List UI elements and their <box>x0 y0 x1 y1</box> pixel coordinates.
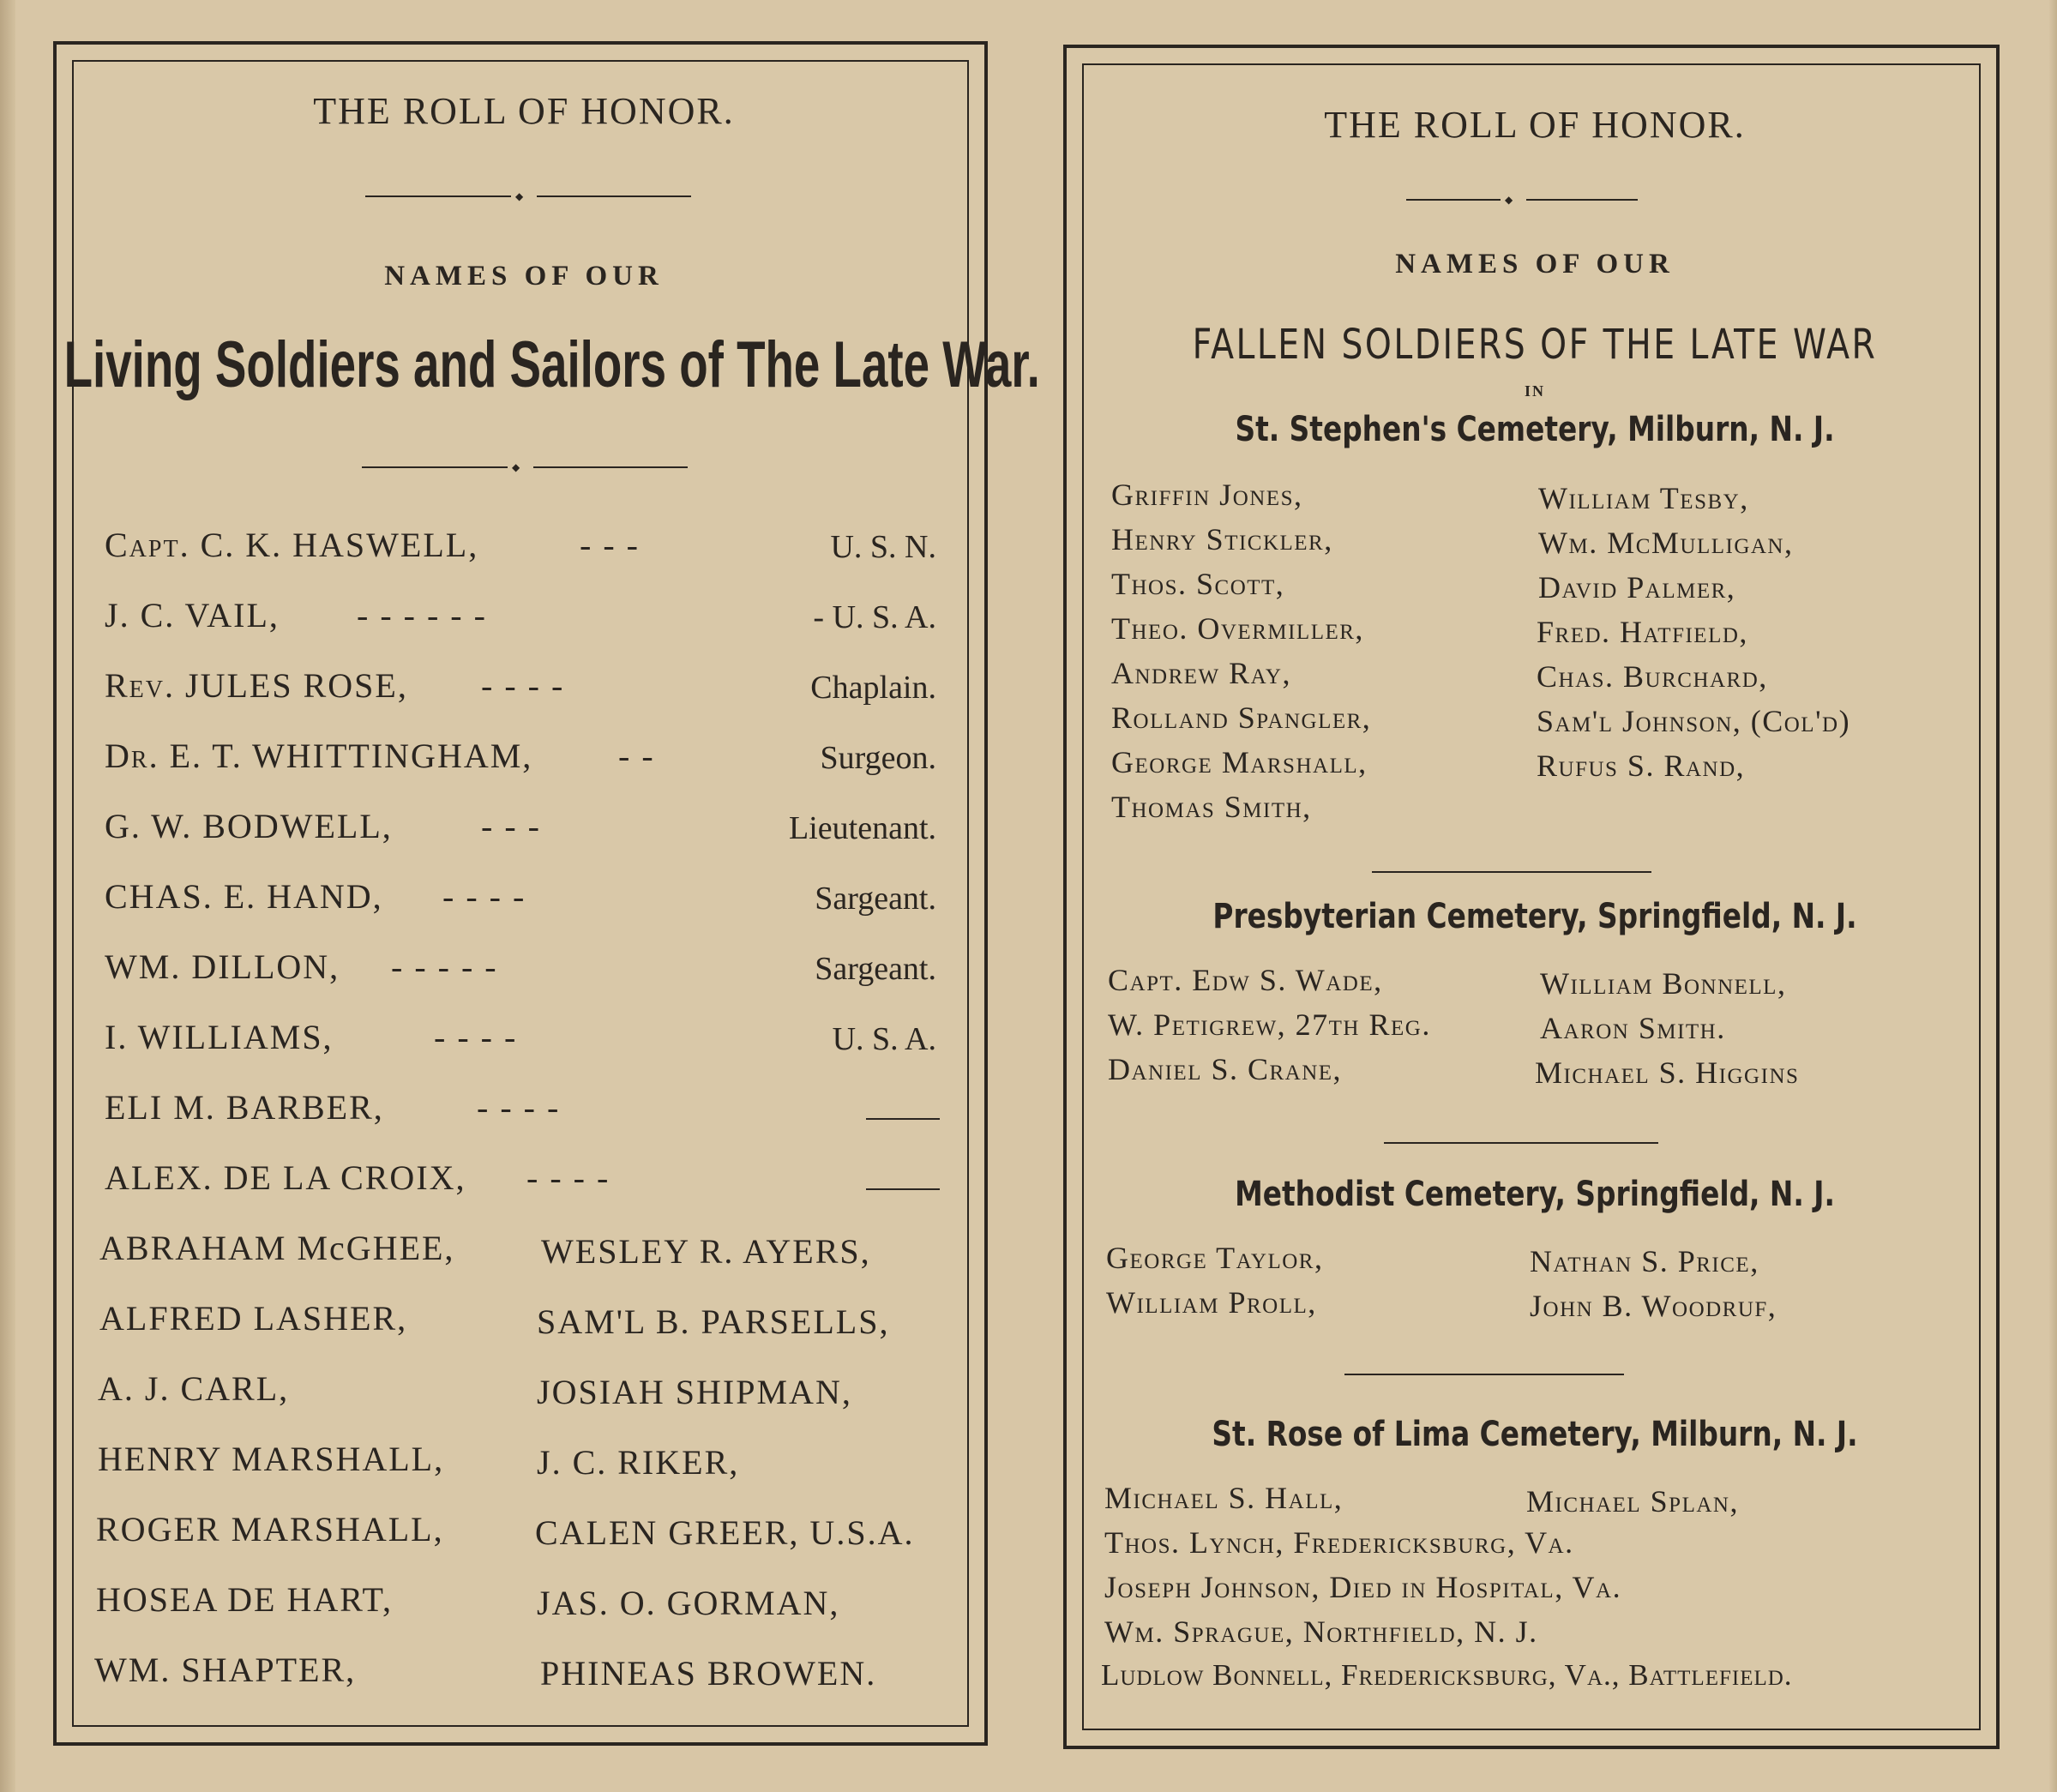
ranked-row <box>105 525 478 565</box>
left-page-title: THE ROLL OF HONOR. <box>313 90 735 132</box>
fallen-name: John B. Woodruf, <box>1530 1289 1777 1323</box>
ranked-rank: Sargeant. <box>815 951 936 987</box>
fallen-name: William Bonnell, <box>1540 966 1787 1001</box>
ranked-name: I. WILLIAMS, <box>105 1018 334 1056</box>
ranked-dashes: - - - - - - <box>357 596 487 634</box>
ranked-rank: U. S. A. <box>832 1021 936 1057</box>
fallen-name: Aaron Smith. <box>1540 1011 1726 1045</box>
ranked-row <box>105 736 532 776</box>
ranked-row <box>105 806 393 846</box>
ranked-name: ELI M. BARBER, <box>105 1088 384 1127</box>
fallen-line: Thos. Lynch, Fredericksburg, Va. <box>1104 1525 1574 1560</box>
fallen-name: David Palmer, <box>1538 570 1736 604</box>
fallen-name: W. Petigrew, 27th Reg. <box>1108 1007 1431 1042</box>
ranked-rank: Surgeon. <box>820 740 936 776</box>
ranked-row <box>105 947 340 987</box>
fallen-line: Ludlow Bonnell, Fredericksburg, Va., Battlefield. <box>1101 1658 1793 1692</box>
fallen-name: Sam'l Johnson, (Col'd) <box>1537 704 1851 738</box>
ranked-rank: Sargeant. <box>815 881 936 917</box>
roster-right-name: WESLEY R. AYERS, <box>541 1232 871 1271</box>
ranked-dashes: - - - - <box>481 666 565 705</box>
right-names-of: NAMES OF OUR <box>1395 249 1675 280</box>
fallen-name: Capt. Edw S. Wade, <box>1108 963 1383 997</box>
ranked-dashes: - - - - <box>477 1088 561 1127</box>
roster-left-name: HENRY MARSHALL, <box>98 1440 445 1478</box>
fallen-line: Joseph Johnson, Died in Hospital, Va. <box>1104 1570 1622 1604</box>
fallen-name: George Taylor, <box>1106 1241 1324 1275</box>
ranked-name: Rev. JULES ROSE, <box>105 666 408 705</box>
roster-right-name: J. C. RIKER, <box>537 1443 740 1482</box>
fallen-name: Wm. McMulligan, <box>1538 526 1794 560</box>
roster-right-name: SAM'L B. PARSELLS, <box>537 1302 890 1341</box>
roster-left-name: A. J. CARL, <box>98 1369 290 1408</box>
fallen-name: Andrew Ray, <box>1111 656 1291 690</box>
cemetery-heading: Presbyterian Cemetery, Springfield, N. J. <box>1212 897 1857 936</box>
right-page <box>1063 45 2000 1749</box>
ranked-dashes: - - - - - <box>391 947 498 986</box>
fallen-name: Daniel S. Crane, <box>1108 1052 1343 1086</box>
ranked-dashes: - - - <box>580 526 640 564</box>
ranked-name: WM. DILLON, <box>105 947 340 986</box>
ranked-rank: Chaplain. <box>810 670 936 706</box>
ranked-dashes: - - - - <box>434 1018 518 1056</box>
left-page <box>53 41 1040 1746</box>
rank-blank-rule <box>866 1118 940 1120</box>
fallen-name: Michael Splan, <box>1526 1484 1739 1518</box>
ranked-name: Dr. E. T. WHITTINGHAM, <box>105 737 533 775</box>
fallen-name: Rufus S. Rand, <box>1537 749 1746 783</box>
left-headline: Living Soldiers and Sailors of The Late War. <box>63 328 1040 401</box>
rank-blank-rule <box>866 1188 940 1190</box>
cemetery-heading: Methodist Cemetery, Springfield, N. J. <box>1235 1175 1835 1214</box>
fallen-name: George Marshall, <box>1111 745 1368 779</box>
ranked-name: G. W. BODWELL, <box>105 807 393 845</box>
ranked-row <box>105 1017 334 1057</box>
ranked-dashes: - - <box>618 737 655 775</box>
roster-left-name: WM. SHAPTER, <box>94 1651 357 1689</box>
fallen-name: Thos. Scott, <box>1111 567 1285 601</box>
left-title-ornament: ◆ <box>365 190 691 202</box>
fallen-name: Fred. Hatfield, <box>1537 615 1748 649</box>
fallen-name: Nathan S. Price, <box>1530 1244 1759 1278</box>
fallen-name: William Tesby, <box>1538 481 1749 515</box>
ranked-name: ALEX. DE LA CROIX, <box>105 1158 466 1197</box>
ranked-rank: U. S. N. <box>830 529 936 565</box>
roster-left-name: ABRAHAM McGHEE, <box>99 1229 455 1267</box>
fallen-name: Michael S. Higgins <box>1535 1055 1800 1090</box>
ranked-row <box>105 595 280 635</box>
ranked-dashes: - - - <box>481 807 541 845</box>
roster-right-name: PHINEAS BROWEN. <box>540 1654 877 1693</box>
ranked-name: CHAS. E. HAND, <box>105 877 383 916</box>
roster-right-name: CALEN GREER, U.S.A. <box>535 1513 915 1552</box>
left-names-of: NAMES OF OUR <box>384 261 664 292</box>
left-headline-ornament: ◆ <box>362 461 688 473</box>
cemetery-heading: St. Rose of Lima Cemetery, Milburn, N. J. <box>1212 1415 1858 1454</box>
fallen-name: Griffin Jones, <box>1111 478 1303 512</box>
ranked-row <box>105 1087 384 1128</box>
ranked-row <box>105 665 408 706</box>
fallen-name: Chas. Burchard, <box>1537 659 1768 694</box>
roster-left-name: ALFRED LASHER, <box>99 1299 408 1338</box>
roster-left-name: HOSEA DE HART, <box>96 1580 393 1619</box>
roster-right-name: JOSIAH SHIPMAN, <box>537 1373 852 1411</box>
fallen-name: William Proll, <box>1106 1285 1317 1320</box>
right-page-title: THE ROLL OF HONOR. <box>1324 104 1746 146</box>
ranked-dashes: - - - - <box>442 877 526 916</box>
section-divider <box>1384 1142 1658 1144</box>
roster-left-name: ROGER MARSHALL, <box>96 1510 444 1548</box>
right-title-ornament: ◆ <box>1406 194 1638 206</box>
cemetery-heading: St. Stephen's Cemetery, Milburn, N. J. <box>1235 410 1835 449</box>
roster-right-name: JAS. O. GORMAN, <box>537 1584 840 1622</box>
fallen-name: Rolland Spangler, <box>1111 701 1372 735</box>
ranked-rank: - U. S. A. <box>813 599 936 635</box>
ranked-name: Capt. C. K. HASWELL, <box>105 526 479 564</box>
ranked-rank: Lieutenant. <box>789 810 936 846</box>
ranked-row <box>105 876 383 917</box>
section-divider <box>1372 871 1651 873</box>
fallen-name: Theo. Overmiller, <box>1111 611 1364 646</box>
ranked-row <box>105 1158 466 1198</box>
section-divider <box>1344 1374 1624 1375</box>
ranked-name: J. C. VAIL, <box>105 596 280 634</box>
fallen-name: Henry Stickler, <box>1111 522 1333 556</box>
fallen-line: Wm. Sprague, Northfield, N. J. <box>1104 1615 1538 1649</box>
fallen-name: Thomas Smith, <box>1111 790 1312 824</box>
ranked-dashes: - - - - <box>526 1158 610 1197</box>
right-headline: FALLEN SOLDIERS OF THE LATE WAR <box>1192 321 1878 369</box>
right-in-word: IN <box>1524 382 1545 400</box>
fallen-name: Michael S. Hall, <box>1104 1481 1344 1515</box>
